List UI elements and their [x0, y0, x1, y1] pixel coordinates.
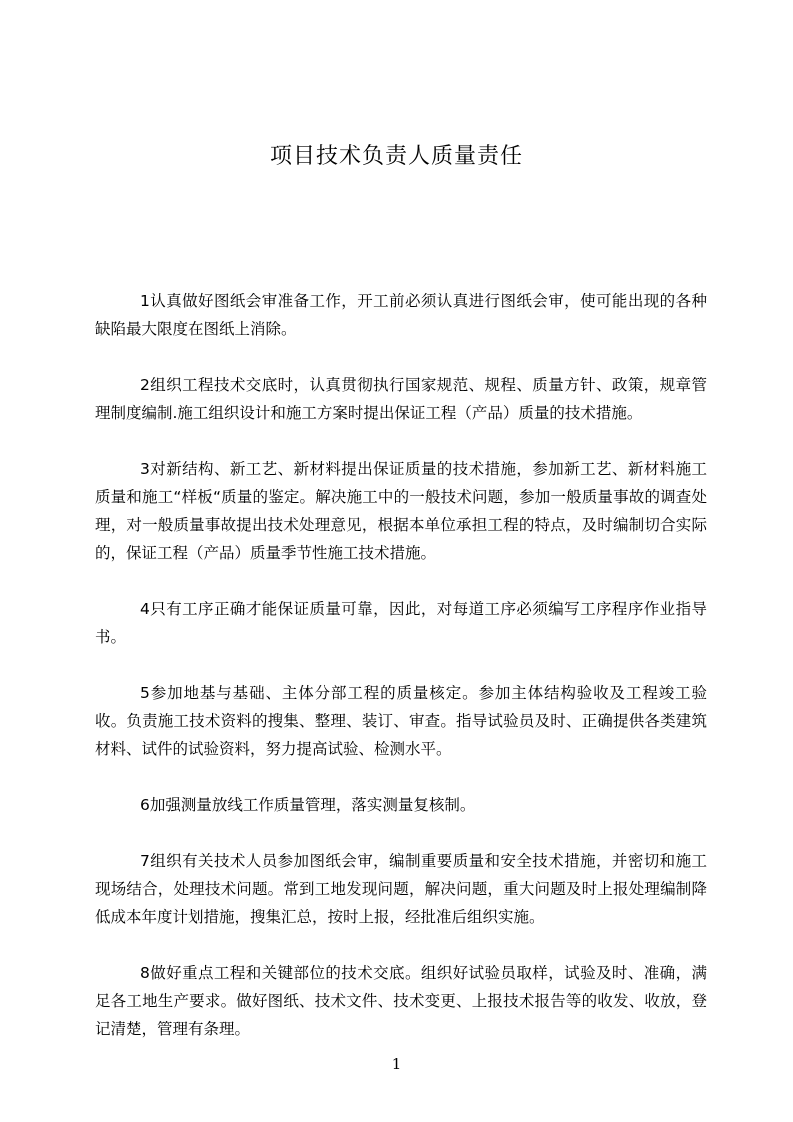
paragraph-3: 3对新结构、新工艺、新材料提出保证质量的技术措施，参加新工艺、新材料施工质量和施工“样板“质量的鉴定。解决施工中的一般技术问题，参加一般质量事故的调查处理，对一般质量事故提出技术处理意见，根据本单位承担工程的特点，及时编制切合实际的，保证工程（产品）质量季节性施工技术措施。: [95, 460, 707, 562]
paragraph-5: 5参加地基与基础、主体分部工程的质量核定。参加主体结构验收及工程竣工验收。负责施工技术资料的搜集、整理、装订、审查。指导试验员及时、正确提供各类建筑材料、试件的试验资料，努力提高试验、检测水平。: [95, 684, 707, 758]
paragraph-8: 8做好重点工程和关键部位的技术交底。组织好试验员取样，试验及时、准确，满足各工地生产要求。做好图纸、技术文件、技术变更、上报技术报告等的收发、收放，登记清楚，管理有条理。: [95, 964, 707, 1038]
page-title: 项目技术负责人质量责任: [269, 144, 523, 169]
page-number: 1: [391, 1055, 402, 1073]
document-body: [95, 287, 707, 1071]
paragraph-2: 2组织工程技术交底时，认真贯彻执行国家规范、规程、质量方针、政策，规章管理制度编制.施工组织设计和施工方案时提出保证工程（产品）质量的技术措施。: [95, 376, 707, 422]
paragraph-1: 1认真做好图纸会审准备工作，开工前必须认真进行图纸会审，使可能出现的各种缺陷最大限度在图纸上消除。: [95, 292, 707, 338]
paragraph-4: 4只有工序正确才能保证质量可靠，因此，对每道工序必须编写工序程序作业指导书。: [95, 600, 707, 646]
paragraph-7: 7组织有关技术人员参加图纸会审，编制重要质量和安全技术措施，并密切和施工现场结合，处理技术问题。常到工地发现问题，解决问题，重大问题及时上报处理编制降低成本年度计划措施，搜集汇总，按时上报，经批准后组织实施。: [95, 852, 707, 926]
paragraph-6: 6加强测量放线工作质量管理，落实测量复核制。: [140, 796, 476, 814]
